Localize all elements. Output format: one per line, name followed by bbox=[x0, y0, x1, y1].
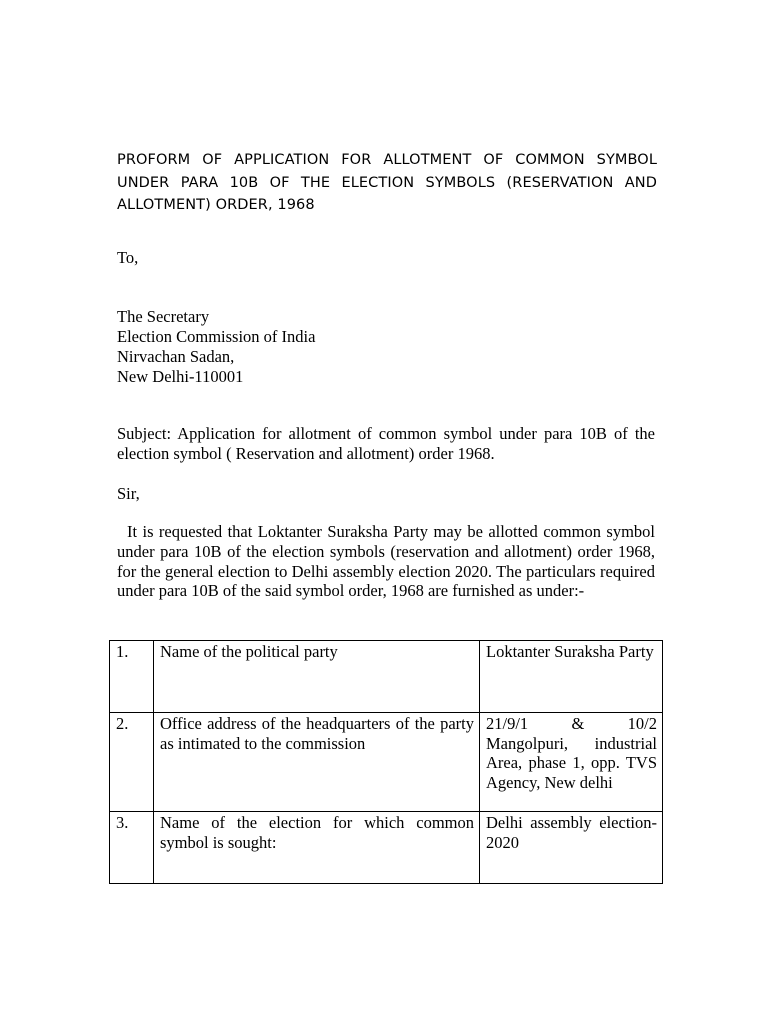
row-number: 2. bbox=[110, 713, 154, 812]
subject-line: Subject: Application for allotment of common symbol under para 10B of the election symbol ( Reservation and allotment) order 1968. bbox=[117, 424, 655, 463]
table-row bbox=[110, 812, 663, 884]
row-label: Name of the political party bbox=[154, 641, 480, 713]
recipient-address bbox=[117, 307, 315, 387]
table-row bbox=[110, 641, 663, 713]
table-row bbox=[110, 713, 663, 812]
row-number: 1. bbox=[110, 641, 154, 713]
addressee-to: To, bbox=[117, 248, 139, 267]
particulars-table bbox=[109, 640, 663, 884]
document-heading: PROFORM OF APPLICATION FOR ALLOTMENT OF COMMON SYMBOL UNDER PARA 10B OF THE ELECTION SYMBOLS (RESERVATION AND ALLOTMENT) ORDER, 1968 bbox=[117, 152, 657, 213]
address-line: Nirvachan Sadan, bbox=[117, 347, 235, 366]
row-value: 21/9/1 & 10/2 Mangolpuri, industrial Area, phase 1, opp. TVS Agency, New delhi bbox=[480, 713, 663, 812]
address-line: The Secretary bbox=[117, 307, 210, 326]
row-label: Name of the election for which common symbol is sought: bbox=[154, 812, 480, 884]
row-label: Office address of the headquarters of the party as intimated to the commission bbox=[154, 713, 480, 812]
row-number: 3. bbox=[110, 812, 154, 884]
row-value: Delhi assembly election- 2020 bbox=[480, 812, 663, 884]
address-line: Election Commission of India bbox=[117, 327, 316, 346]
body-paragraph: It is requested that Loktanter Suraksha Party may be allotted common symbol under para 10B of the election symbols (reservation and allotment) order 1968, for the general election to Delhi assembly election 2020. The particulars required under para 10B of the said symbol order, 1968 are furnished as under:- bbox=[117, 522, 655, 601]
address-line: New Delhi-110001 bbox=[117, 367, 244, 386]
salutation: Sir, bbox=[117, 484, 140, 503]
row-value: Loktanter Suraksha Party bbox=[480, 641, 663, 713]
